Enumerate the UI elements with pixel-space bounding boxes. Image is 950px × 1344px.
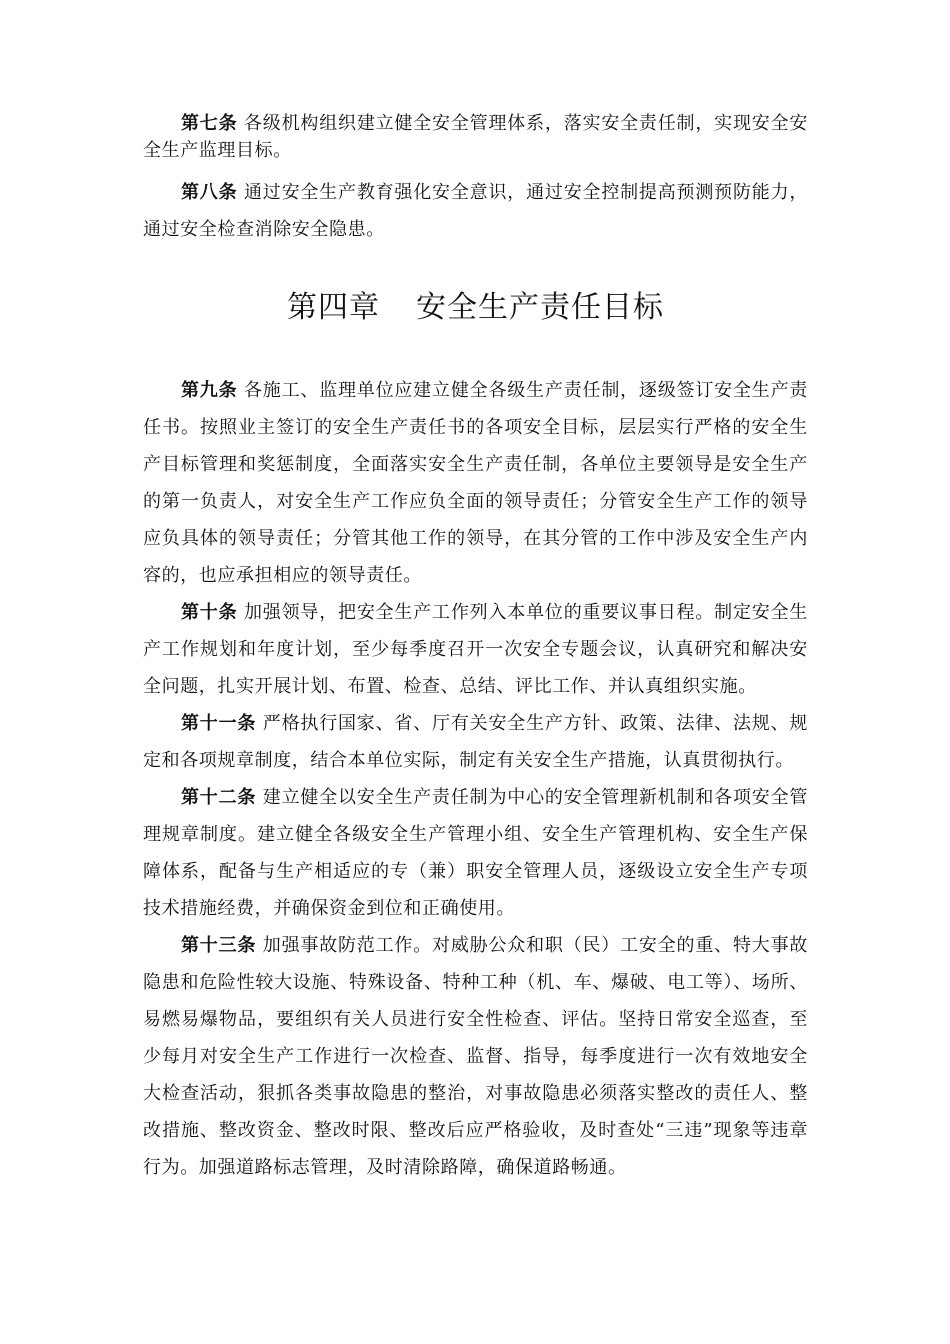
article-12	[143, 779, 808, 927]
article-text: 加强领导，把安全生产工作列入本单位的重要议事日程。制定安全生产工作规划和年度计划，至少每季度召开一次安全专题会议，认真研究和解决安全问题，扎实开展计划、布置、检查、总结、评比工作、并认真组织实施。	[143, 602, 808, 697]
article-label: 第十条	[181, 602, 238, 623]
article-11	[143, 705, 808, 779]
article-13	[143, 927, 808, 1186]
article-text: 加强事故防范工作。对威胁公众和职（民）工安全的重、特大事故隐患和危险性较大设施、特殊设备、特种工种（机、车、爆破、电工等）、场所、易燃易爆物品，要组织有关人员进行安全性检查、评估。坚持日常安全巡查，至少每月对安全生产工作进行一次检查、监督、指导，每季度进行一次有效地安全大检查活动，狠抓各类事故隐患的整治，对事故隐患必须落实整改的责任人、整改措施、整改资金、整改时限、整改后应严格验收，及时查处“三违”现象等违章行为。加强道路标志管理，及时清除路障，确保道路畅通。	[143, 935, 808, 1178]
article-7	[143, 110, 808, 164]
article-label: 第十一条	[181, 713, 257, 734]
article-9	[143, 372, 808, 594]
article-label: 第十三条	[181, 935, 257, 956]
article-label: 第七条	[181, 113, 238, 134]
document-body	[143, 110, 808, 1186]
article-text: 通过安全生产教育强化安全意识，通过安全控制提高预测预防能力，通过安全检查消除安全隐患。	[143, 182, 808, 240]
article-8	[143, 174, 808, 248]
article-label: 第十二条	[181, 787, 257, 808]
article-10	[143, 594, 808, 705]
chapter-title: 安全生产责任目标	[416, 290, 664, 325]
article-label: 第九条	[181, 380, 238, 401]
article-text: 建立健全以安全生产责任制为中心的安全管理新机制和各项安全管理规章制度。建立健全各级安全生产管理小组、安全生产管理机构、安全生产保障体系，配备与生产相适应的专（兼）职安全管理人员，逐级设立安全生产专项技术措施经费，并确保资金到位和正确使用。	[143, 787, 808, 919]
article-text: 严格执行国家、省、厅有关安全生产方针、政策、法律、法规、规定和各项规章制度，结合本单位实际，制定有关安全生产措施，认真贯彻执行。	[143, 713, 808, 771]
article-text: 各施工、监理单位应建立健全各级生产责任制，逐级签订安全生产责任书。按照业主签订的安全生产责任书的各项安全目标，层层实行严格的安全生产目标管理和奖惩制度，全面落实安全生产责任制，各单位主要领导是安全生产的第一负责人，对安全生产工作应负全面的领导责任；分管安全生产工作的领导应负具体的领导责任；分管其他工作的领导，在其分管的工作中涉及安全生产内容的，也应承担相应的领导责任。	[143, 380, 808, 586]
chapter-heading	[143, 288, 808, 328]
article-label: 第八条	[181, 182, 238, 203]
article-text: 各级机构组织建立健全安全管理体系，落实安全责任制，实现安全安全生产监理目标。	[143, 113, 808, 161]
chapter-number: 第四章	[287, 290, 380, 325]
